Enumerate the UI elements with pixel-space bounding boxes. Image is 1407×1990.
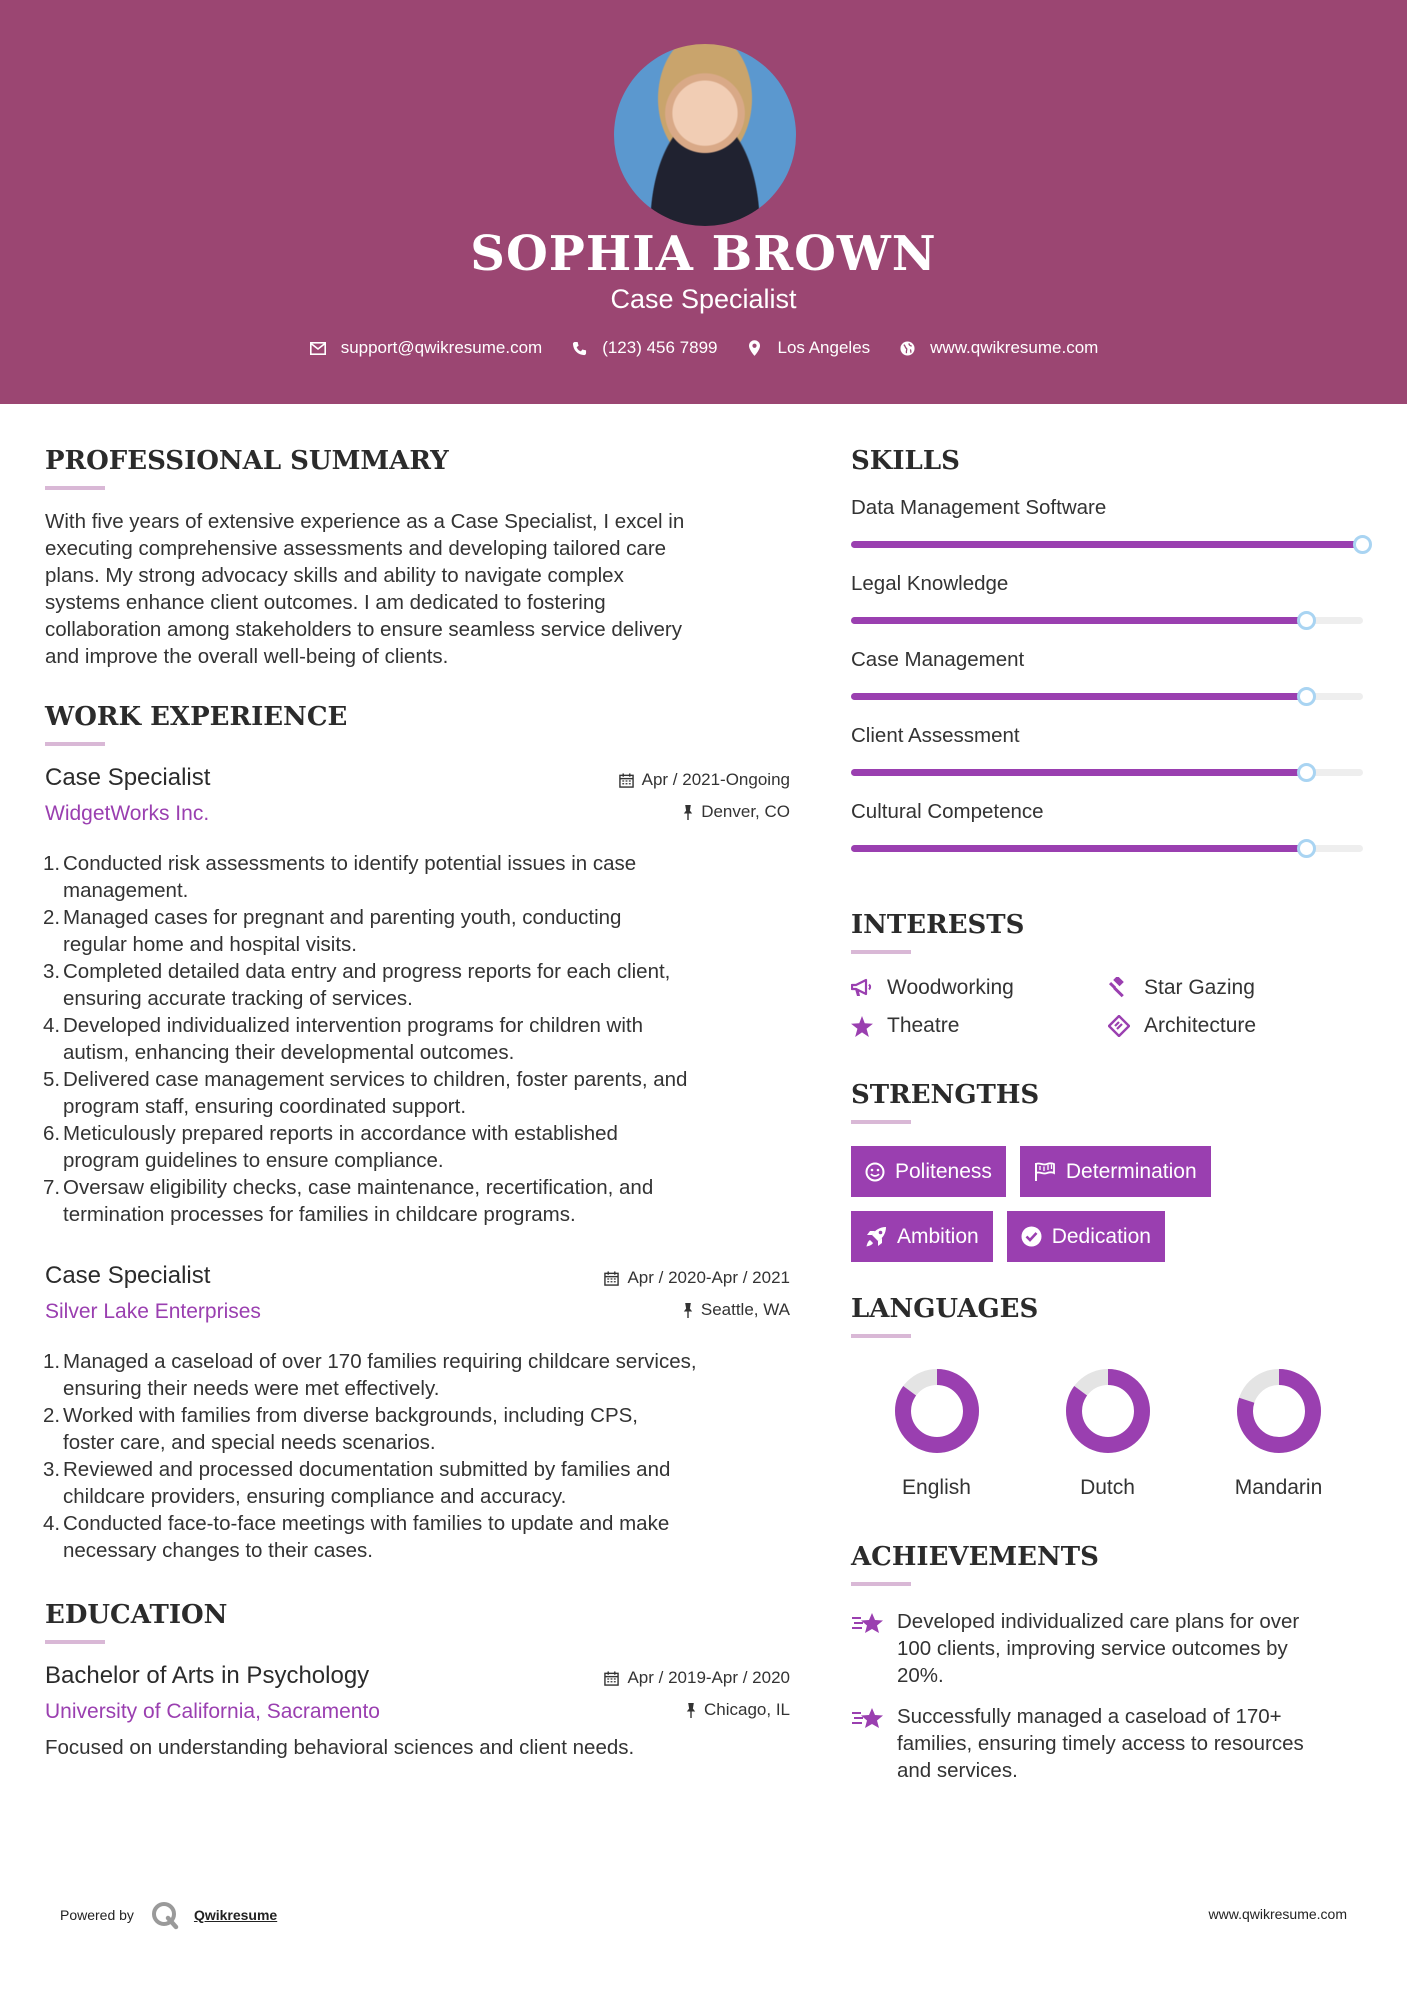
phone-icon <box>570 339 588 357</box>
footer-powered-by: Powered by Qwikresume <box>60 1900 277 1930</box>
language-item <box>1022 1368 1193 1500</box>
list-item: Developed individualized intervention programs for children with autism, enhancing their developmental outcomes. <box>63 1014 644 1064</box>
achievements-section <box>851 1542 1366 1798</box>
megaphone-icon <box>851 977 873 999</box>
summary-heading: PROFESSIONAL SUMMARY <box>45 446 449 476</box>
language-donut <box>894 1368 980 1454</box>
list-item: Conducted risk assessments to identify potential issues in case management. <box>63 852 637 902</box>
experience-heading-underline <box>45 742 105 746</box>
contact-location <box>746 338 871 358</box>
skills-section <box>851 446 1366 876</box>
language-donut <box>1065 1368 1151 1454</box>
skill-bar-handle <box>1297 687 1316 706</box>
strengths-section <box>851 1080 1366 1262</box>
summary-heading-underline <box>45 486 105 490</box>
language-name: Dutch <box>1080 1476 1135 1499</box>
skill-name: Case Management <box>851 648 1025 671</box>
interest-item: Architecture <box>1108 1014 1365 1038</box>
job-date: Apr / 2021-Ongoing <box>619 770 790 790</box>
contact-website[interactable] <box>898 338 1098 358</box>
achievements-heading: ACHIEVEMENTS <box>851 1542 1099 1572</box>
achievements-list <box>851 1608 1366 1784</box>
job-entry <box>45 764 790 1228</box>
skill-bar <box>851 617 1363 624</box>
job-bullets <box>45 850 790 1228</box>
language-donut <box>1236 1368 1322 1454</box>
education-location: Chicago, IL <box>686 1700 790 1720</box>
flag-icon <box>1034 1162 1056 1182</box>
job-company: Silver Lake Enterprises <box>45 1300 261 1323</box>
interest-item: Theatre <box>851 1014 1108 1038</box>
pushpin-icon <box>683 1303 693 1318</box>
skill-bar-fill <box>851 845 1307 852</box>
summary-text: With five years of extensive experience as a Case Specialist, I excel in executing comprehensive assessments and developing tailored care plans. My strong advocacy skills and ability to navigate complex systems enhance client outcomes. I am dedicated to fostering collaboration among stakeholders to ensure seamless service delivery and improve the overall well-being of clients. <box>45 510 685 668</box>
skill-row <box>851 800 1366 876</box>
languages-heading-underline <box>851 1334 911 1338</box>
skill-bar-fill <box>851 693 1307 700</box>
education-heading-underline <box>45 1640 105 1644</box>
skill-bar <box>851 769 1363 776</box>
map-pin-icon <box>746 339 764 357</box>
strength-tag: Ambition <box>851 1211 993 1262</box>
list-item: Managed a caseload of over 170 families requiring childcare services, ensuring their needs were met effectively. <box>63 1350 697 1400</box>
skill-name: Client Assessment <box>851 724 1020 747</box>
contact-location-text: Los Angeles <box>777 338 871 357</box>
language-name: Mandarin <box>1234 1476 1323 1499</box>
smile-icon <box>865 1162 885 1182</box>
education-entry <box>45 1662 790 1736</box>
gavel-icon <box>1108 977 1130 999</box>
contact-phone-text: (123) 456 7899 <box>602 338 718 357</box>
education-heading: EDUCATION <box>45 1600 228 1630</box>
profile-photo <box>614 44 796 226</box>
skills-list <box>851 496 1366 876</box>
language-item <box>1193 1368 1364 1500</box>
list-item: Worked with families from diverse backgrounds, including CPS, foster care, and special needs scenarios. <box>63 1404 639 1454</box>
job-bullets <box>45 1348 790 1564</box>
contact-email[interactable] <box>309 338 543 358</box>
list-item: Reviewed and processed documentation submitted by families and childcare providers, ensuring compliance and accuracy. <box>63 1458 671 1508</box>
skill-bar-handle <box>1297 763 1316 782</box>
calendar-icon <box>604 1671 619 1686</box>
language-name: English <box>902 1476 971 1499</box>
pushpin-icon <box>683 805 693 820</box>
contact-phone[interactable] <box>570 338 717 358</box>
strengths-heading-underline <box>851 1120 911 1124</box>
achievements-heading-underline <box>851 1582 911 1586</box>
list-item: Completed detailed data entry and progress reports for each client, ensuring accurate tracking of services. <box>63 960 671 1010</box>
list-item: Delivered case management services to children, foster parents, and program staff, ensuring coordinated support. <box>63 1068 688 1118</box>
interests-heading: INTERESTS <box>851 910 1025 940</box>
job-location: Denver, CO <box>683 802 790 822</box>
list-item: Managed cases for pregnant and parenting youth, conducting regular home and hospital visits. <box>63 906 622 956</box>
skill-name: Legal Knowledge <box>851 572 1009 595</box>
skill-bar <box>851 541 1363 548</box>
contact-website-text: www.qwikresume.com <box>930 338 1099 357</box>
job-date: Apr / 2020-Apr / 2021 <box>604 1268 790 1288</box>
skills-heading: SKILLS <box>851 446 960 476</box>
check-circle-icon <box>1021 1226 1042 1247</box>
shooting-star-icon <box>851 1705 887 1784</box>
skill-bar-fill <box>851 541 1363 548</box>
globe-icon <box>898 339 916 357</box>
job-title: Case Specialist <box>45 764 211 791</box>
list-item: Oversaw eligibility checks, case maintenance, recertification, and termination processes for families in childcare programs. <box>63 1176 654 1226</box>
summary-section <box>45 446 790 670</box>
skill-name: Data Management Software <box>851 496 1107 519</box>
school-name: University of California, Sacramento <box>45 1700 380 1723</box>
envelope-icon <box>309 339 327 357</box>
achievement-item: Developed individualized care plans for over 100 clients, improving service outcomes by 20%. <box>851 1608 1366 1689</box>
interest-item: Star Gazing <box>1108 976 1365 1000</box>
list-item: Meticulously prepared reports in accordance with established program guidelines to ensure compliance. <box>63 1122 618 1172</box>
pushpin-icon <box>686 1703 696 1718</box>
skill-bar-handle <box>1297 611 1316 630</box>
education-date: Apr / 2019-Apr / 2020 <box>604 1668 790 1688</box>
contact-bar <box>0 338 1407 358</box>
language-item <box>851 1368 1022 1500</box>
rocket-icon <box>865 1226 887 1248</box>
job-location: Seattle, WA <box>683 1300 790 1320</box>
experience-section <box>45 702 790 1564</box>
skill-row <box>851 572 1366 648</box>
shooting-star-icon <box>851 1610 887 1689</box>
candidate-title: Case Specialist <box>610 284 797 314</box>
skill-bar-handle <box>1297 839 1316 858</box>
skill-bar-fill <box>851 769 1307 776</box>
achievement-item: Successfully managed a caseload of 170+ families, ensuring timely access to resources and services. <box>851 1703 1366 1784</box>
skill-bar-handle <box>1353 535 1372 554</box>
skill-bar <box>851 693 1363 700</box>
languages-section <box>851 1294 1366 1500</box>
strengths-heading: STRENGTHS <box>851 1080 1040 1110</box>
footer-website[interactable]: www.qwikresume.com <box>1208 1906 1347 1922</box>
languages-list <box>851 1368 1366 1500</box>
qwikresume-link[interactable]: Qwikresume <box>193 1907 278 1923</box>
skill-bar-fill <box>851 617 1307 624</box>
candidate-name: SOPHIA BROWN <box>470 226 937 282</box>
strength-tag: Determination <box>1020 1146 1211 1197</box>
education-description: Focused on understanding behavioral sciences and client needs. <box>45 1736 635 1759</box>
star-icon <box>851 1015 873 1037</box>
strengths-list <box>851 1146 1271 1262</box>
interests-section <box>851 910 1366 1038</box>
education-section <box>45 1600 790 1761</box>
interest-item: Woodworking <box>851 976 1108 1000</box>
calendar-icon <box>619 773 634 788</box>
contact-email-text: support@qwikresume.com <box>340 338 543 357</box>
strength-tag: Politeness <box>851 1146 1006 1197</box>
tag-icon <box>1108 1015 1130 1037</box>
list-item: Conducted face-to-face meetings with families to update and make necessary changes to their cases. <box>63 1512 670 1562</box>
skill-row <box>851 724 1366 800</box>
job-company: WidgetWorks Inc. <box>45 802 210 825</box>
calendar-icon <box>604 1271 619 1286</box>
strength-tag: Dedication <box>1007 1211 1165 1262</box>
job-title: Case Specialist <box>45 1262 211 1289</box>
skill-row <box>851 648 1366 724</box>
qwikresume-logo-icon <box>150 1900 180 1930</box>
degree-title: Bachelor of Arts in Psychology <box>45 1662 370 1689</box>
experience-heading: WORK EXPERIENCE <box>45 702 348 732</box>
skill-bar <box>851 845 1363 852</box>
job-entry <box>45 1262 790 1564</box>
interests-heading-underline <box>851 950 911 954</box>
languages-heading: LANGUAGES <box>851 1294 1039 1324</box>
skill-row <box>851 496 1366 572</box>
interests-list <box>851 976 1366 1038</box>
resume-header <box>0 0 1407 404</box>
skill-name: Cultural Competence <box>851 800 1044 823</box>
